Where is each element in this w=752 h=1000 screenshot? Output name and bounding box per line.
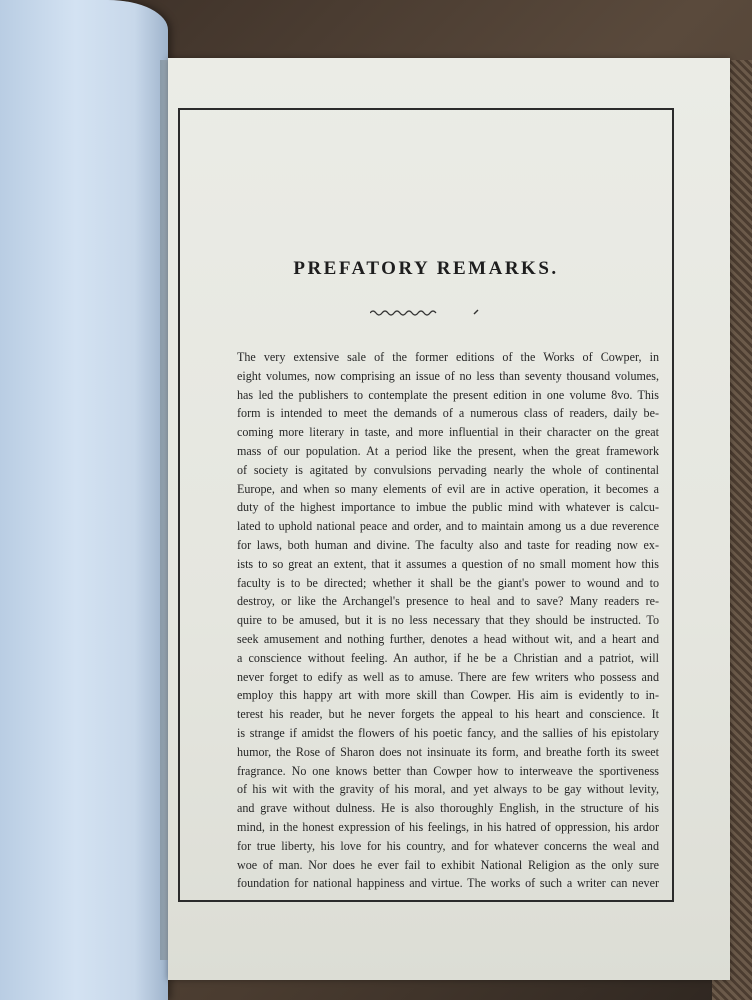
flourish-ornament (370, 308, 482, 318)
text-line: destroy, or like the Archangel's presence to heal and to save? Many readers re- (237, 594, 659, 609)
text-line: for laws, both human and divine. The faculty also and taste for reading now ex- (237, 537, 659, 552)
text-line: of his wit with the gravity of his moral, and yet always to be gay without levity, (237, 782, 659, 797)
text-line: employ this happy art with more skill than Cowper. His aim is evidently to in- (237, 688, 659, 703)
text-line: lated to uphold national peace and order, and to maintain among us a due reverence (237, 519, 659, 534)
text-line: The very extensive sale of the former editions of the Works of Cowper, in (237, 350, 659, 364)
text-line: a conscience without feeling. An author, if he be a Christian and a patriot, will (237, 650, 659, 665)
text-line: terest his reader, but he never forgets the appeal to his heart and conscience. It (237, 707, 659, 722)
page-title: PREFATORY REMARKS. (293, 258, 559, 279)
page-border-frame (178, 108, 674, 902)
text-line: Europe, and when so many elements of evil are in active operation, it becomes a (237, 481, 659, 496)
text-line: woe of man. Nor does he ever fail to exhibit National Religion as the only sure (237, 857, 659, 872)
text-line: quire to be amused, but it is no less necessary that they should be instructed. To (237, 613, 659, 628)
text-line: is strange if amidst the flowers of his poetic fancy, and the sallies of his epistolary (237, 725, 659, 740)
text-line: seek amusement and nothing further, denotes a head without wit, and a heart and (237, 631, 659, 646)
text-line: coming more literary in taste, and more influential in their character on the great (237, 425, 659, 440)
text-line: for true liberty, his love for his country, and for whatever concerns the weal and (237, 838, 659, 853)
right-page (168, 58, 730, 980)
text-line: fragrance. No one knows better than Cowper how to interweave the sportiveness (237, 763, 659, 778)
text-line: ists to so great an extent, that it assumes a question of no small moment how this (237, 556, 659, 571)
text-line: mind, in the honest expression of his feelings, in his hatred of oppression, his ardor (237, 819, 659, 834)
text-line: faculty is to be directed; whether it shall be the giant's power to wound and to (237, 575, 659, 590)
body-text (237, 348, 659, 893)
text-line: duty of the highest importance to imbue the public mind with whatever is calcu- (237, 500, 659, 515)
text-line: form is intended to meet the demands of a numerous class of readers, daily be- (237, 406, 659, 421)
left-page-edge (0, 0, 168, 1000)
text-line: humor, the Rose of Sharon does not insinuate its form, and breathe forth its sweet (237, 744, 659, 759)
text-line: foundation for national happiness and virtue. The works of such a writer can never (237, 876, 659, 891)
text-line: mass of our population. At a period like the present, when the great framework (237, 443, 659, 458)
text-line: of society is agitated by convulsions pervading nearly the whole of continental (237, 462, 659, 477)
text-line: never forget to edify as well as to amuse. There are few writers who possess and (237, 669, 659, 684)
text-line: eight volumes, now comprising an issue of no less than seventy thousand volumes, (237, 368, 659, 383)
text-line: and grave without dulness. He is also thoroughly English, in the structure of his (237, 801, 659, 816)
text-line: has led the publishers to contemplate the present edition in one volume 8vo. This (237, 387, 659, 402)
